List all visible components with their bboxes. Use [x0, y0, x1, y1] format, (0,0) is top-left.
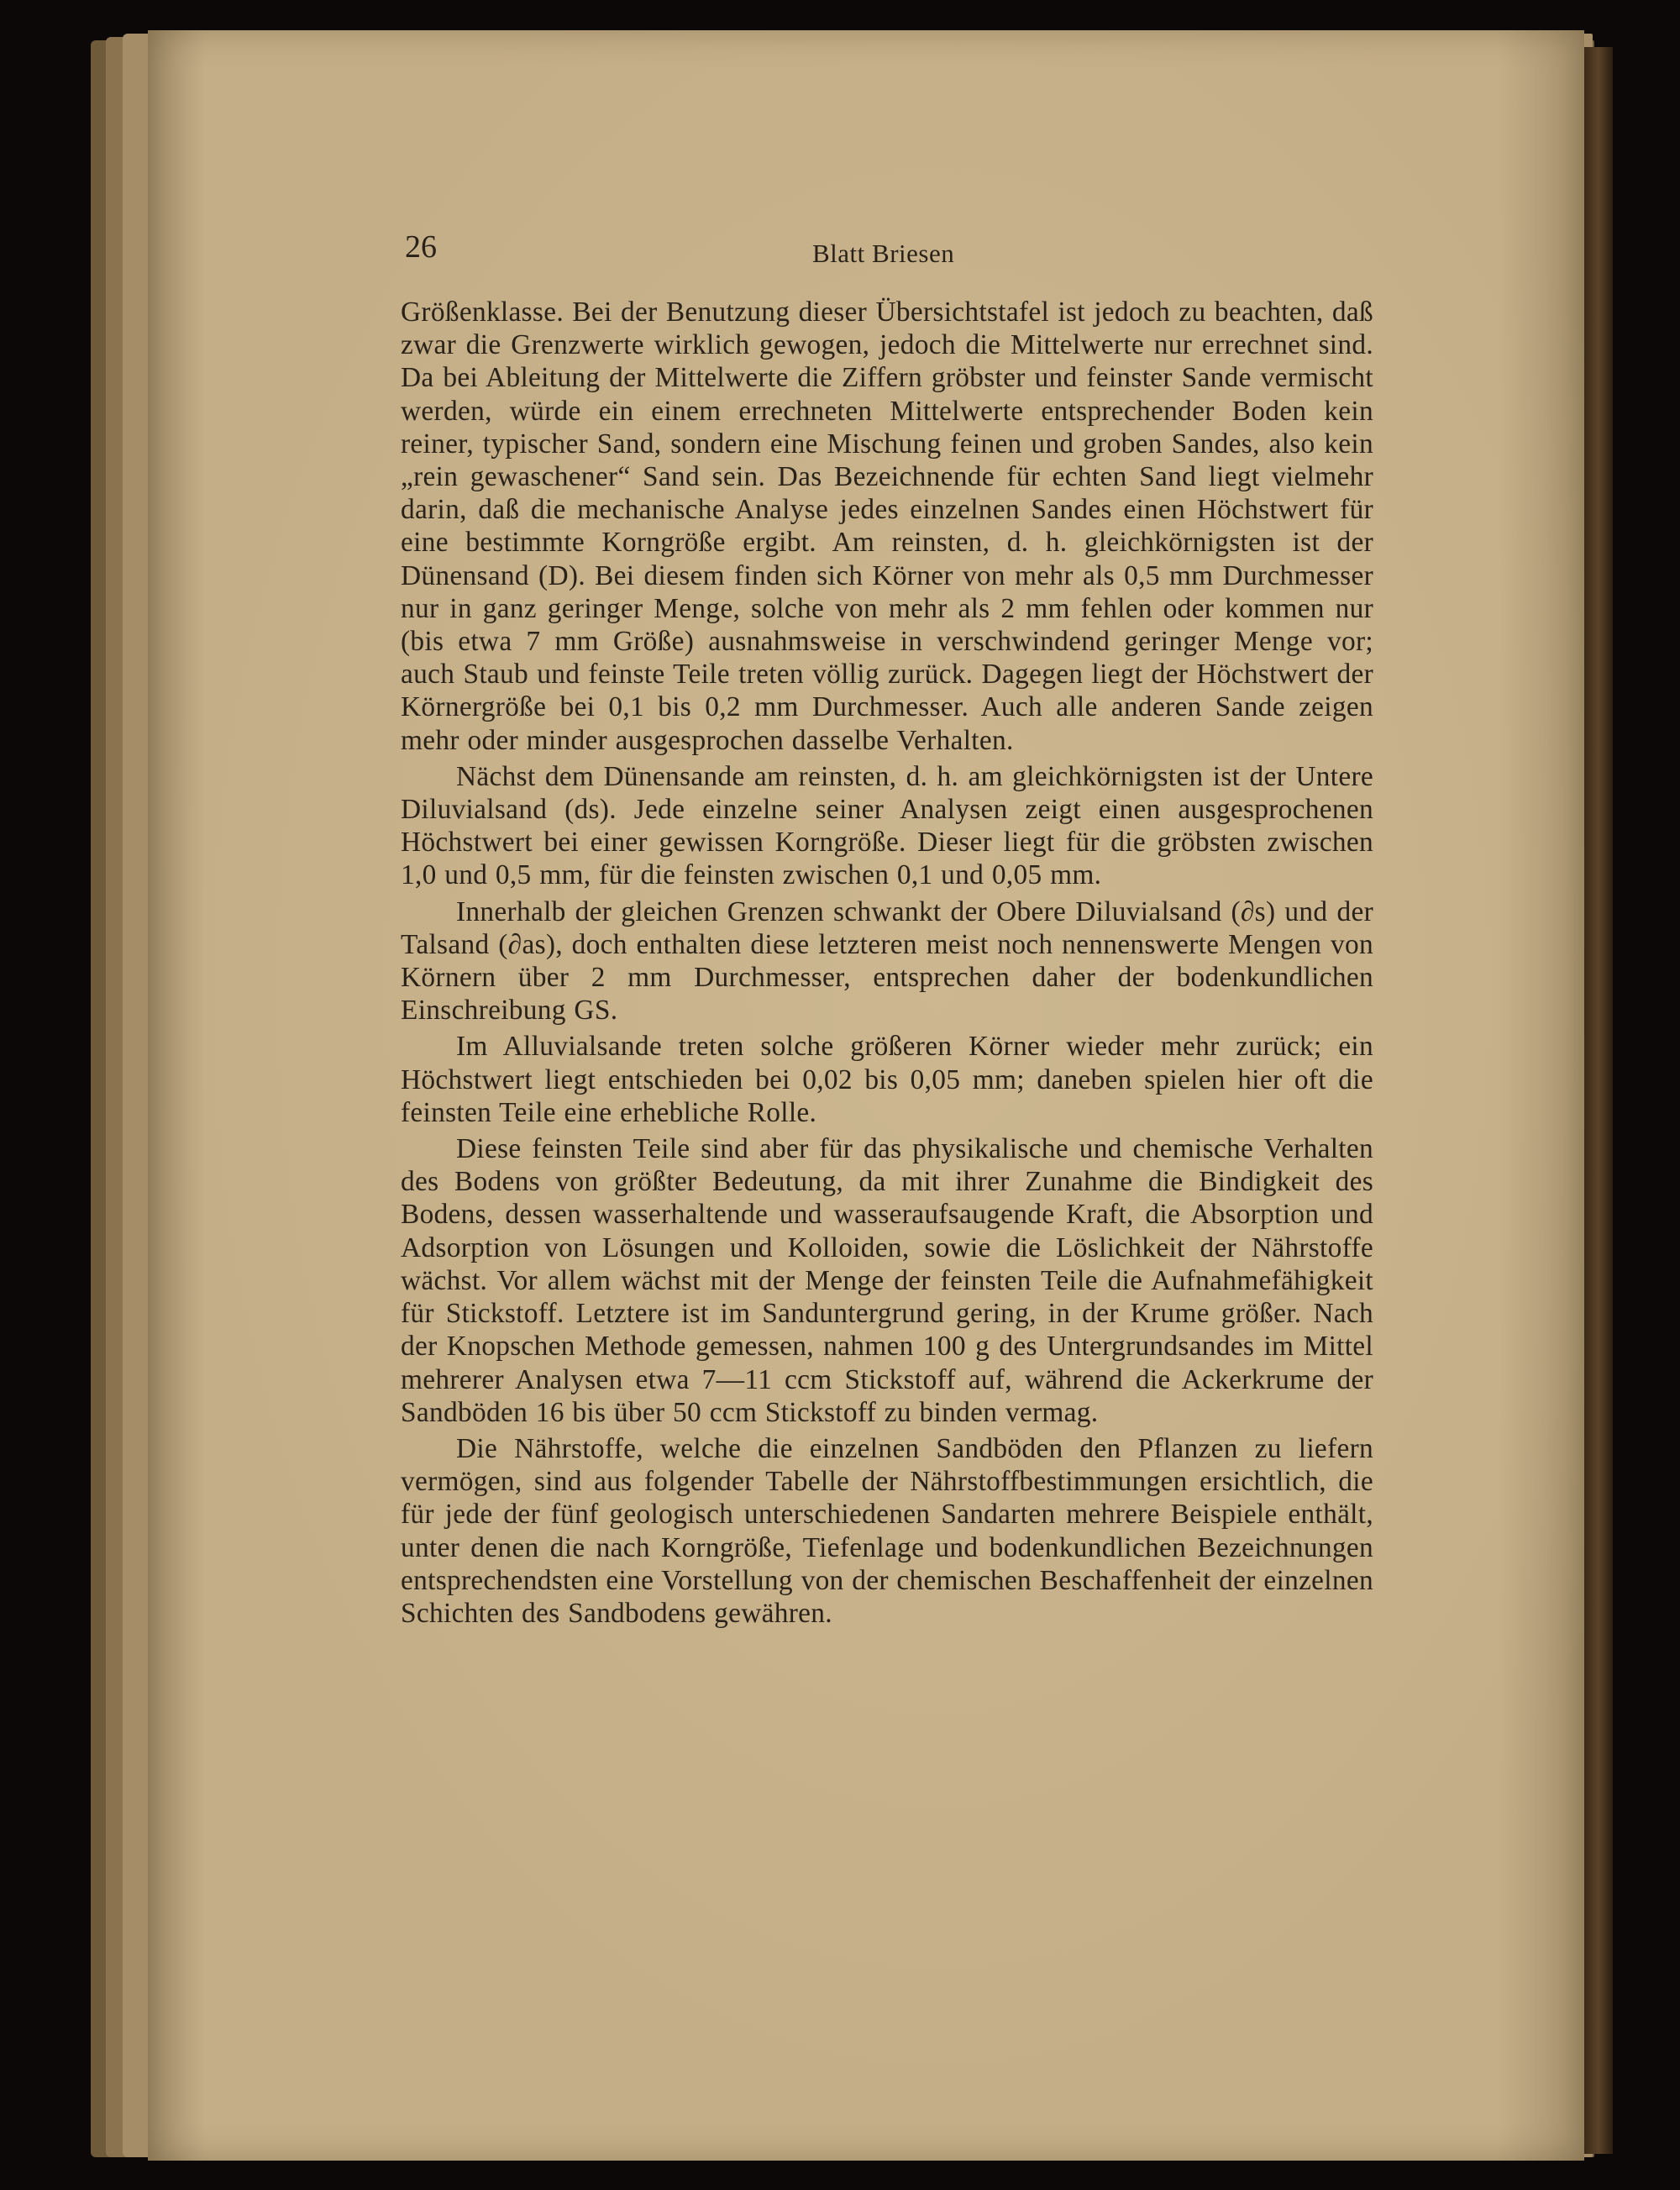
paragraph: Diese feinsten Teile sind aber für das physikalische und chemische Verhalten des Bodens von größter Bedeutung, da mit ihrer Zunahme die Bindigkeit des Bodens, dessen wasserhaltende und wasseraufsaugende Kraft, die Absorption und Adsorption von Lösungen und Kolloiden, sowie die Löslichkeit der Nährstoffe wächst. Vor allem wächst mit der Menge der feinsten Teile die Aufnahmefähigkeit für Stickstoff. Letztere ist im Sanduntergrund gering, in der Krume größer. Nach der Knopschen Methode gemessen, nahmen 100 g des Untergrundsandes im Mittel mehrerer Analysen etwa 7—11 ccm Stickstoff auf, während die Ackerkrume der Sandböden 16 bis über 50 ccm Stickstoff zu binden vermag.	[401, 1133, 1373, 1428]
paragraph: Die Nährstoffe, welche die einzelnen Sandböden den Pflanzen zu liefern vermögen, sind aus folgender Tabelle der Nährstoffbestimmungen ersichtlich, die für jede der fünf geologisch unterschiedenen Sandarten mehrere Beispiele enthält, unter denen die nach Korngröße, Tiefenlage und bodenkundlichen Bezeichnungen entsprechendsten eine Vorstellung von der chemischen Beschaffenheit der einzelnen Schichten des Sandbodens gewähren.	[401, 1432, 1373, 1629]
page-header	[405, 227, 1371, 277]
paragraph: Nächst dem Dünensande am reinsten, d. h. am gleichkörnigsten ist der Untere Diluvialsand (ds). Jede einzelne seiner Analysen zeigt einen ausgesprochenen Höchstwert bei einer gewissen Korngröße. Dieser liegt für die gröbsten zwischen 1,0 und 0,5 mm, für die feinsten zwischen 0,1 und 0,05 mm.	[401, 760, 1373, 891]
paragraph: Größenklasse. Bei der Benutzung dieser Übersichtstafel ist jedoch zu beachten, daß zwar die Grenzwerte wirklich gewogen, jedoch die Mittelwerte nur errechnet sind. Da bei Ableitung der Mittelwerte die Ziffern gröbster und feinster Sande vermischt werden, würde ein einem errechneten Mittelwerte entsprechender Boden kein reiner, typischer Sand, sondern eine Mischung feinen und groben Sandes, also kein „rein gewaschener“ Sand sein. Das Bezeichnende für echten Sand liegt vielmehr darin, daß die mechanische Analyse jedes einzelnen Sandes einen Höchstwert für eine bestimmte Korngröße ergibt. Am reinsten, d. h. gleichkörnigsten ist der Dünensand (D). Bei diesem finden sich Körner von mehr als 0,5 mm Durchmesser nur in ganz geringer Menge, solche von mehr als 2 mm fehlen oder kommen nur (bis etwa 7 mm Größe) ausnahmsweise in verschwindend geringer Menge vor; auch Staub und feinste Teile treten völlig zurück. Dagegen liegt der Höchstwert der Körnergröße bei 0,1 bis 0,2 mm Durchmesser. Auch alle anderen Sande zeigen mehr oder minder ausgesprochen dasselbe Verhalten.	[401, 297, 1373, 756]
book-spine	[1584, 47, 1613, 2154]
page-number: 26	[405, 229, 437, 265]
paragraph: Innerhalb der gleichen Grenzen schwankt der Obere Diluvialsand (∂s) und der Talsand (∂as), doch enthalten diese letzteren meist noch nennenswerte Mengen von Körnern über 2 mm Durchmesser, entsprechen daher der bodenkundlichen Einschreibung GS.	[401, 895, 1373, 1027]
running-head: Blatt Briesen	[812, 239, 955, 268]
body-text	[401, 296, 1373, 1633]
paragraph: Im Alluvialsande treten solche größeren Körner wieder mehr zurück; ein Höchstwert liegt entschieden bei 0,02 bis 0,05 mm; daneben spielen hier oft die feinsten Teile eine erhebliche Rolle.	[401, 1031, 1373, 1128]
